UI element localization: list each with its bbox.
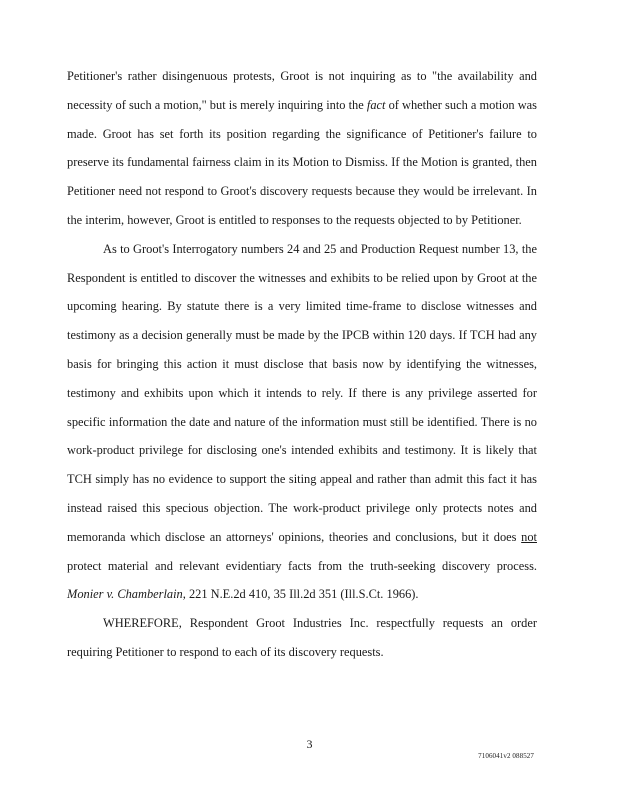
- text-segment: of whether such a motion was made. Groot has set forth its position regarding the significance of Petitioner's failure to preserve its fundamental fairness claim in its Motion to Dismiss. If the Motion is granted, then Petitioner need not respond to Groot's discovery requests because they would be irrelevant. In the interim, however, Groot is entitled to responses to the requests objected to by Petitioner.: [67, 97, 537, 227]
- document-id-footer: 7106041v2 088527: [478, 752, 534, 760]
- document-body: [67, 62, 537, 667]
- text-segment: As to Groot's Interrogatory numbers 24 and 25 and Production Request number 13, the Respondent is entitled to discover the witnesses and exhibits to be relied upon by Groot at the upcoming hearing. By statute there is a very limited time-frame to disclose witnesses and testimony as a decision generally must be made by the IPCB within 120 days. If TCH had any basis for bringing this action it must disclose that basis now by identifying the witnesses, testimony and exhibits upon which it intends to rely. If there is any privilege asserted for specific information the date and nature of the information must still be identified. There is no work-product privilege for disclosing one's intended exhibits and testimony. It is likely that TCH simply has no evidence to support the siting appeal and rather than admit this fact it has instead raised this specious objection. The work-product privilege only protects notes and memoranda which disclose an attorneys' opinions, theories and conclusions, but it does: [67, 241, 537, 544]
- paragraph: [67, 62, 537, 235]
- italic-text: fact: [366, 97, 386, 112]
- text-segment: protect material and relevant evidentiary facts from the truth-seeking discovery process.: [67, 558, 537, 573]
- italic-text: Monier v. Chamberlain,: [67, 587, 186, 602]
- text-segment: WHEREFORE, Respondent Groot Industries Inc. respectfully requests an order requiring Petitioner to respond to each of its discovery requests.: [67, 616, 537, 659]
- paragraph: [67, 235, 537, 609]
- text-segment: 221 N.E.2d 410, 35 Ill.2d 351 (Ill.S.Ct. 1966).: [185, 587, 419, 602]
- paragraph: [67, 609, 537, 667]
- page-number: 3: [306, 737, 313, 751]
- underlined-text: not: [521, 529, 537, 544]
- text-segment: Petitioner's rather disingenuous protests, Groot is not inquiring as to "the availability and necessity of such a motion," but is merely inquiring into the: [67, 69, 537, 112]
